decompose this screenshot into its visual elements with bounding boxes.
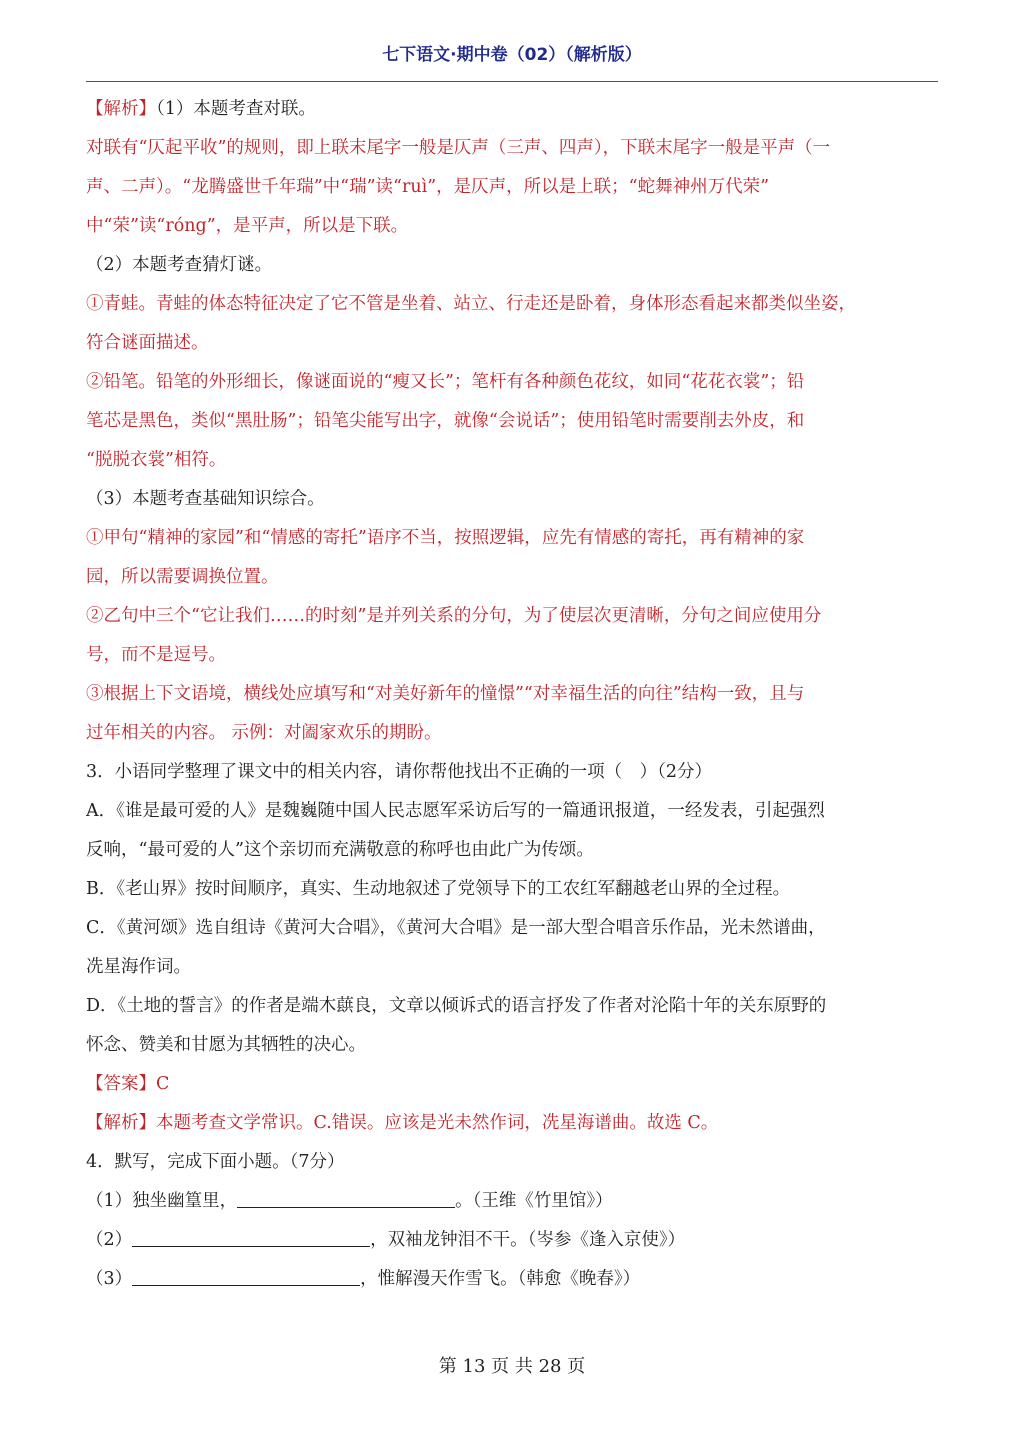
analysis-subheading: （2）本题考查猜灯谜。 — [86, 255, 273, 275]
analysis-line: “脱脱衣裳”相符。 — [86, 450, 227, 470]
analysis-first-line — [86, 90, 938, 129]
page-header-title: 七下语文·期中卷（02）（解析版） — [382, 45, 642, 65]
question-4-stem: 4．默写，完成下面小题。（7分） — [86, 1152, 345, 1172]
question-3-stem: 3．小语同学整理了课文中的相关内容，请你帮他找出不正确的一项（ ）（2分） — [86, 762, 713, 782]
analysis-line: ①甲句“精神的家园”和“情感的寄托”语序不当，按照逻辑，应先有情感的寄托，再有精神的家 — [86, 528, 805, 548]
analysis-tag: 【解析】 — [86, 99, 156, 119]
question-3-option: 反响，“最可爱的人”这个亲切而充满敬意的称呼也由此广为传颂。 — [86, 840, 594, 860]
question-3-option: 冼星海作词。 — [86, 957, 191, 977]
analysis-line: 号，而不是逗号。 — [86, 645, 226, 665]
analysis-line: ②乙句中三个“它让我们……的时刻”是并列关系的分句，为了使层次更清晰，分句之间应使用分 — [86, 606, 822, 626]
analysis-line: 对联有“仄起平收”的规则，即上联末尾字一般是仄声（三声、四声），下联末尾字一般是平声（一 — [86, 138, 831, 158]
question-3-analysis — [86, 1104, 938, 1143]
answer-blank[interactable] — [132, 1224, 370, 1247]
header-divider — [86, 81, 938, 82]
analysis-line: 园，所以需要调换位置。 — [86, 567, 279, 587]
answer-tag: 【答案】 — [86, 1074, 156, 1094]
page-content — [86, 90, 938, 1299]
question-3-answer — [86, 1065, 938, 1104]
dictation-item-2 — [86, 1221, 938, 1260]
analysis-line: 声、二声）。“龙腾盛世千年瑞”中“瑞”读“ruì”，是仄声，所以是上联；“蛇舞神州万代荣” — [86, 177, 770, 197]
dictation-suffix: 。（王维《竹里馆》） — [455, 1191, 613, 1211]
dictation-prefix: （2） — [86, 1230, 133, 1250]
analysis-text: 本题考查文学常识。C.错误。应该是光未然作词，冼星海谱曲。故选 C。 — [156, 1113, 719, 1133]
answer-blank[interactable] — [237, 1185, 455, 1208]
analysis-line: 笔芯是黑色，类似“黑肚肠”；铅笔尖能写出字，就像“会说话”；使用铅笔时需要削去外皮，和 — [86, 411, 805, 431]
question-3-option: A．《谁是最可爱的人》是魏巍随中国人民志愿军采访后写的一篇通讯报道，一经发表，引起强烈 — [86, 801, 825, 821]
analysis-line: 符合谜面描述。 — [86, 333, 209, 353]
analysis-line: ①青蛙。青蛙的体态特征决定了它不管是坐着、站立、行走还是卧着，身体形态看起来都类似坐姿， — [86, 294, 856, 314]
question-3-option: C．《黄河颂》选自组诗《黄河大合唱》，《黄河大合唱》是一部大型合唱音乐作品，光未然谱曲， — [86, 918, 826, 938]
dictation-item-3 — [86, 1260, 938, 1299]
answer-blank[interactable] — [132, 1263, 360, 1286]
analysis-subheading: （3）本题考查基础知识综合。 — [86, 489, 325, 509]
dictation-suffix: ，惟解漫天作雪飞。（韩愈《晚春》） — [360, 1269, 641, 1289]
question-3-option: 怀念、赞美和甘愿为其牺牲的决心。 — [86, 1035, 366, 1055]
analysis-line: ③根据上下文语境，横线处应填写和“对美好新年的憧憬”“对幸福生活的向往”结构一致，且与 — [86, 684, 805, 704]
analysis-line: 中“荣”读“róng”，是平声，所以是下联。 — [86, 216, 409, 236]
dictation-prefix: （1）独坐幽篁里， — [86, 1191, 238, 1211]
dictation-item-1 — [86, 1182, 938, 1221]
analysis-first-text: （1）本题考查对联。 — [156, 99, 316, 119]
question-3-option: D．《土地的誓言》的作者是端木蕻良，文章以倾诉式的语言抒发了作者对沦陷十年的关东原野的 — [86, 996, 827, 1016]
dictation-prefix: （3） — [86, 1269, 133, 1289]
page-number: 第 13 页 共 28 页 — [438, 1356, 586, 1377]
analysis-line: ②铅笔。铅笔的外形细长，像谜面说的“瘦又长”；笔杆有各种颜色花纹，如同“花花衣裳”；铅 — [86, 372, 805, 392]
analysis-line: 过年相关的内容。 示例：对阖家欢乐的期盼。 — [86, 723, 442, 743]
dictation-suffix: ，双袖龙钟泪不干。（岑参《逢入京使》） — [370, 1230, 686, 1250]
question-3-option: B．《老山界》按时间顺序，真实、生动地叙述了党领导下的工农红军翻越老山界的全过程。 — [86, 879, 791, 899]
answer-value: C — [156, 1074, 170, 1094]
analysis-tag: 【解析】 — [86, 1113, 156, 1133]
